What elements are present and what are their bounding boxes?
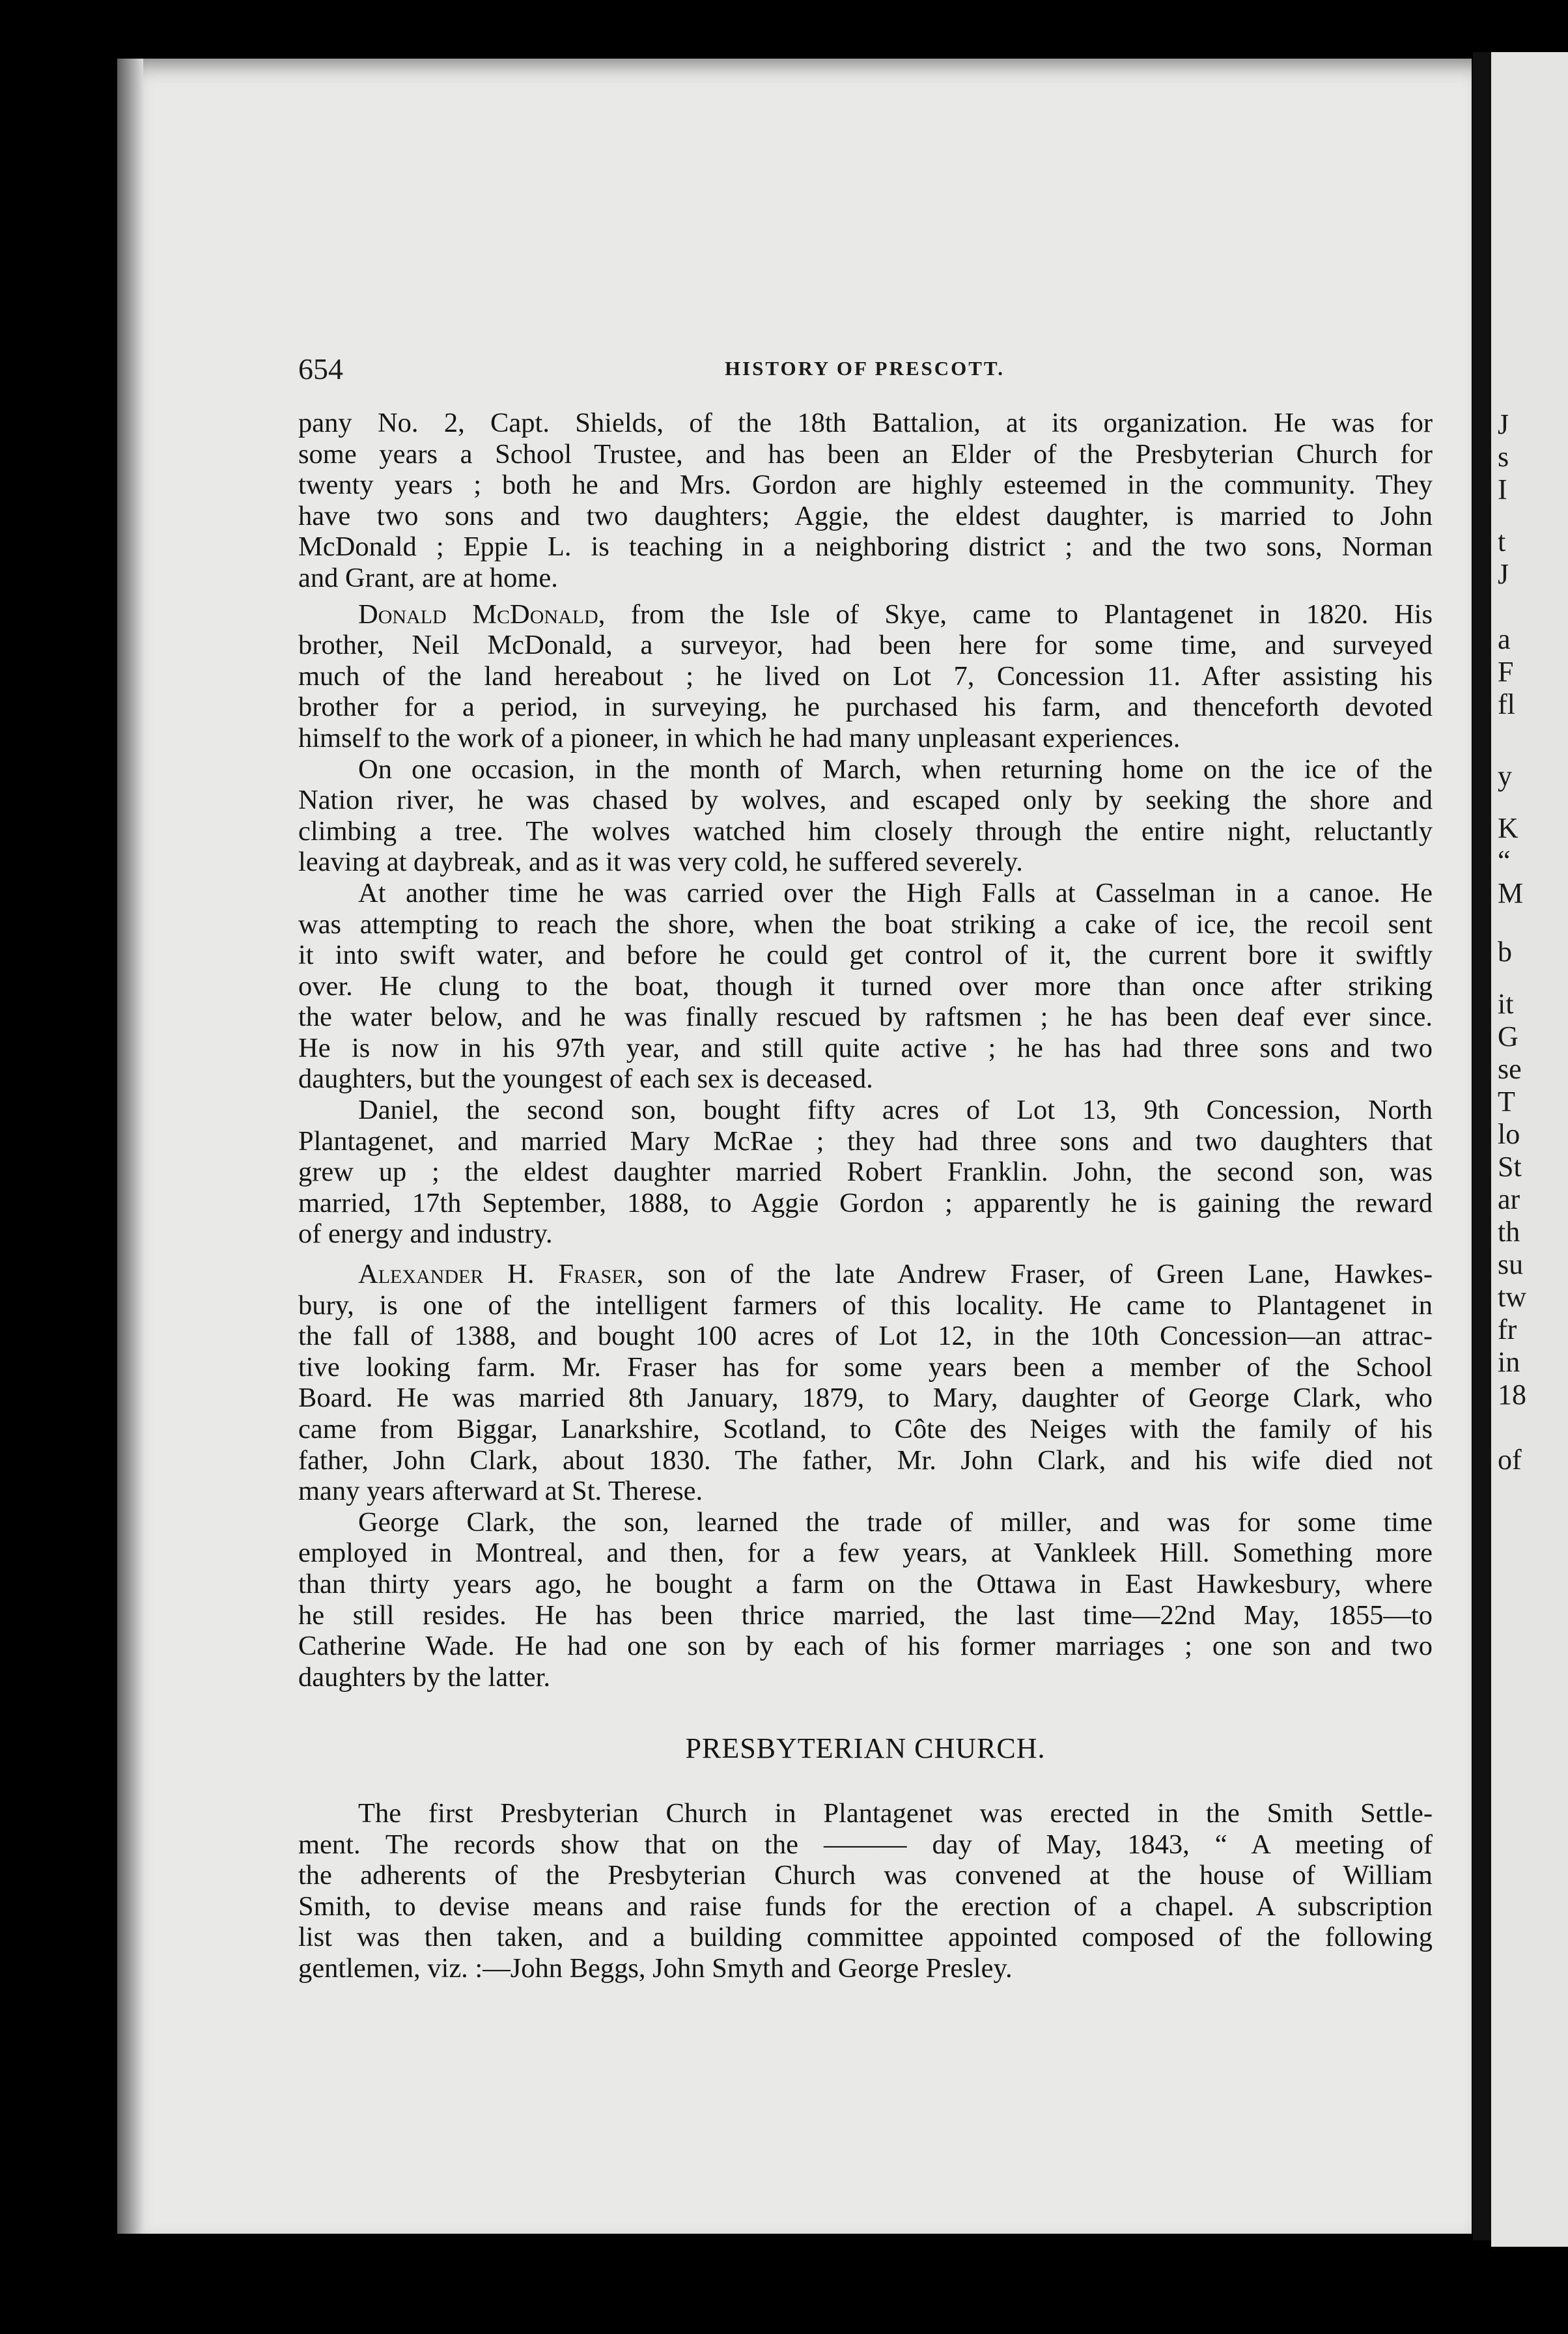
paragraph <box>298 599 1433 754</box>
text-line: the adherents of the Presbyterian Church was convened at the house of William <box>298 1860 1433 1891</box>
running-head: HISTORY OF PRESCOTT. <box>724 357 1005 380</box>
adjacent-page-fragment: su <box>1498 1248 1524 1280</box>
text-line: Daniel, the second son, bought fifty acres of Lot 13, 9th Concession, North <box>358 1095 1433 1126</box>
body-text <box>298 408 1433 1984</box>
section-paragraph <box>298 1798 1433 1984</box>
adjacent-page-fragment: J <box>1498 558 1509 590</box>
text-line: Smith, to devise means and raise funds for the erection of a chapel. A subscription <box>298 1891 1433 1922</box>
section-heading: PRESBYTERIAN CHURCH. <box>685 1732 1046 1765</box>
name-lead-in: Donald McDonald, <box>358 598 606 630</box>
adjacent-page-fragment: “ <box>1498 845 1511 877</box>
adjacent-page-fragment: F <box>1498 656 1514 688</box>
text-line: McDonald ; Eppie L. is teaching in a neighboring district ; and the two sons, Norman <box>298 531 1433 563</box>
adjacent-page-fragment: se <box>1498 1053 1522 1085</box>
paragraph <box>298 754 1433 878</box>
text-line: he still resides. He has been thrice married, the last time—22nd May, 1855—to <box>298 1599 1433 1631</box>
page-header <box>298 352 1431 391</box>
adjacent-page-fragment: s <box>1498 441 1509 473</box>
text-line: came from Biggar, Lanarkshire, Scotland, to Côte des Neiges with the family of his <box>298 1414 1433 1444</box>
text-line: and Grant, are at home. <box>298 562 558 593</box>
adjacent-page-fragment: K <box>1498 812 1519 844</box>
adjacent-page-fragment: M <box>1498 877 1524 909</box>
text-line <box>298 1259 1433 1290</box>
text-line: daughters, but the youngest of each sex is deceased. <box>298 1063 873 1095</box>
name-lead-in: Alexander H. Fraser, <box>358 1259 644 1290</box>
adjacent-page-strip <box>1491 52 1568 2247</box>
adjacent-page-fragment: G <box>1498 1020 1519 1052</box>
text-line: much of the land hereabout ; he lived on Lot 7, Concession 11. After assisting his <box>298 660 1433 692</box>
line-text: from the Isle of Skye, came to Plantagenet in 1820. His <box>605 598 1433 630</box>
text-line: At another time he was carried over the High Falls at Casselman in a canoe. He <box>358 877 1433 908</box>
text-line: employed in Montreal, and then, for a few years, at Vankleek Hill. Something more <box>298 1538 1433 1569</box>
text-line: it into swift water, and before he could get control of it, the current bore it swiftly <box>298 940 1433 971</box>
paragraph-gap <box>298 1250 1433 1259</box>
text-line: tive looking farm. Mr. Fraser has for some years been a member of the School <box>298 1351 1433 1383</box>
text-line: pany No. 2, Capt. Shields, of the 18th Battalion, at its organization. He was for <box>298 408 1433 438</box>
adjacent-page-fragment: of <box>1498 1444 1522 1476</box>
text-line: than thirty years ago, he bought a farm on the Ottawa in East Hawkesbury, where <box>298 1568 1433 1599</box>
text-line: over. He clung to the boat, though it turned over more than once after striking <box>298 970 1433 1002</box>
text-line: of energy and industry. <box>298 1218 553 1250</box>
adjacent-page-fragment: St <box>1498 1151 1522 1183</box>
text-line: ment. The records show that on the ——— day of May, 1843, “ A meeting of <box>298 1829 1433 1860</box>
adjacent-page-fragment: J <box>1498 408 1509 440</box>
text-line: leaving at daybreak, and as it was very cold, he suffered severely. <box>298 847 1023 878</box>
text-line: brother, Neil McDonald, a surveyor, had been here for some time, and surveyed <box>298 630 1433 661</box>
adjacent-page-fragment: T <box>1498 1086 1515 1118</box>
text-line: daughters by the latter. <box>298 1661 551 1693</box>
text-line: brother for a period, in surveying, he purchased his farm, and thenceforth devoted <box>298 692 1433 723</box>
text-line: twenty years ; both he and Mrs. Gordon are highly esteemed in the community. They <box>298 470 1433 501</box>
adjacent-page-fragment: fr <box>1498 1314 1517 1345</box>
text-line: Nation river, he was chased by wolves, and escaped only by seeking the shore and <box>298 785 1433 816</box>
adjacent-page-fragment: in <box>1498 1346 1520 1378</box>
paragraph <box>298 1507 1433 1693</box>
text-line: gentlemen, viz. :—John Beggs, John Smyth and George Presley. <box>298 1952 1013 1984</box>
text-line: some years a School Trustee, and has been an Elder of the Presbyterian Church for <box>298 438 1433 470</box>
adjacent-page-fragment: t <box>1498 526 1506 557</box>
text-line: married, 17th September, 1888, to Aggie Gordon ; apparently he is gaining the reward <box>298 1187 1433 1218</box>
paragraph <box>298 878 1433 1095</box>
text-line: grew up ; the eldest daughter married Robert Franklin. John, the second son, was <box>298 1157 1433 1188</box>
text-line: himself to the work of a pioneer, in which he had many unpleasant experiences. <box>298 722 1181 753</box>
paragraph <box>298 408 1433 594</box>
adjacent-page-fragment: y <box>1498 760 1512 792</box>
text-line: Board. He was married 8th January, 1879, to Mary, daughter of George Clark, who <box>298 1383 1433 1414</box>
text-line: George Clark, the son, learned the trade of miller, and was for some time <box>358 1506 1433 1538</box>
paragraph <box>298 1259 1433 1507</box>
text-line: The first Presbyterian Church in Plantagenet was erected in the Smith Settle- <box>358 1797 1433 1829</box>
text-line: father, John Clark, about 1830. The father, Mr. John Clark, and his wife died not <box>298 1444 1433 1476</box>
adjacent-page-fragment: th <box>1498 1216 1520 1248</box>
adjacent-page-fragment: a <box>1498 623 1511 655</box>
adjacent-page-fragment: ar <box>1498 1183 1520 1215</box>
page-gutter <box>1473 52 1491 2240</box>
text-line: bury, is one of the intelligent farmers of this locality. He came to Plantagenet in <box>298 1289 1433 1321</box>
text-line <box>298 599 1433 630</box>
text-line: the fall of 1388, and bought 100 acres of Lot 12, in the 10th Concession—an attrac- <box>298 1321 1433 1352</box>
text-line: was attempting to reach the shore, when the boat striking a cake of ice, the recoil sent <box>298 908 1433 940</box>
text-line: many years afterward at St. Therese. <box>298 1476 703 1507</box>
page-binding-edge <box>117 59 143 2234</box>
line-text: son of the late Andrew Fraser, of Green Lane, Hawkes- <box>643 1259 1433 1290</box>
adjacent-page-fragment: 18 <box>1498 1379 1526 1411</box>
page-number: 654 <box>298 352 343 386</box>
paragraph-gap <box>298 594 1433 599</box>
paragraph <box>298 1095 1433 1250</box>
text-line: have two sons and two daughters; Aggie, the eldest daughter, is married to John <box>298 500 1433 531</box>
adjacent-page-fragment: lo <box>1498 1118 1520 1150</box>
adjacent-page-fragment: I <box>1498 473 1507 505</box>
text-line: He is now in his 97th year, and still quite active ; he has had three sons and two <box>298 1032 1433 1063</box>
text-line: climbing a tree. The wolves watched him closely through the entire night, reluctantly <box>298 815 1433 847</box>
text-line: Catherine Wade. He had one son by each of his former marriages ; one son and two <box>298 1631 1433 1662</box>
text-line: On one occasion, in the month of March, when returning home on the ice of the <box>358 753 1433 785</box>
text-line: list was then taken, and a building committee appointed composed of the following <box>298 1922 1433 1953</box>
adjacent-page-fragment: tw <box>1498 1281 1526 1313</box>
adjacent-page-fragment: b <box>1498 936 1512 968</box>
text-line: Plantagenet, and married Mary McRae ; they had three sons and two daughters that <box>298 1125 1433 1157</box>
adjacent-page-fragment: it <box>1498 988 1514 1020</box>
text-line: the water below, and he was finally rescued by raftsmen ; he has been deaf ever since. <box>298 1002 1433 1033</box>
adjacent-page-fragment: fl <box>1498 688 1515 720</box>
